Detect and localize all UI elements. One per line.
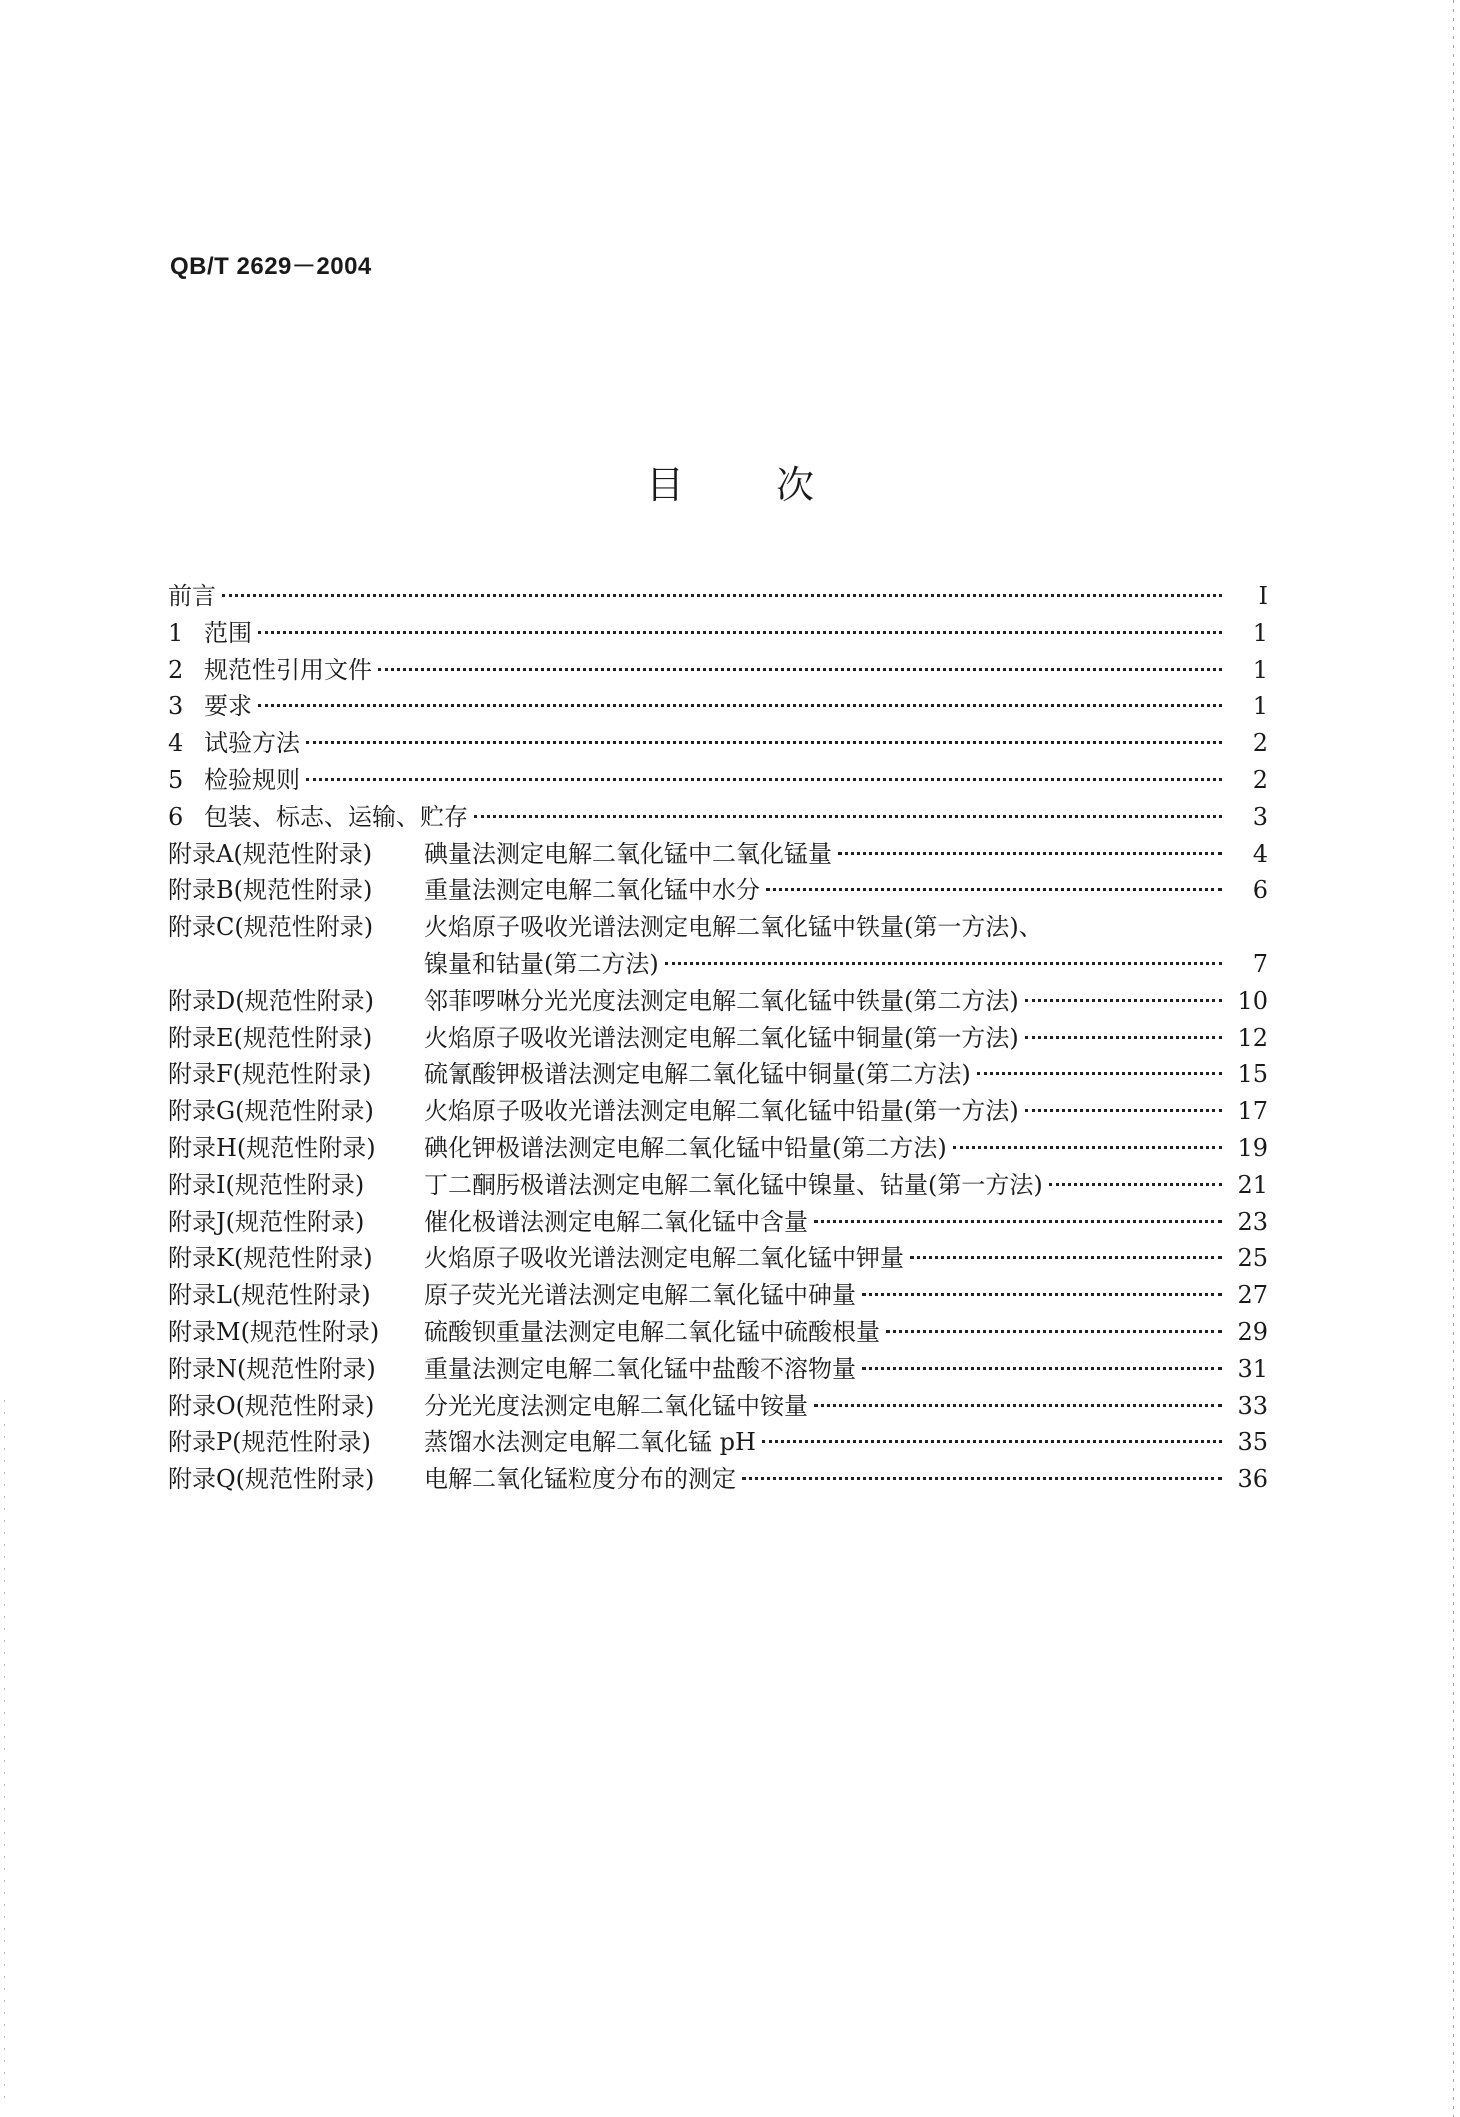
toc-entry[interactable] (168, 1424, 1268, 1461)
toc-entry-appendix-prefix: 附录B(规范性附录) (168, 876, 373, 905)
toc-entry-label: 范围 (204, 618, 252, 647)
toc-entry-page-number: 1 (1252, 655, 1268, 684)
toc-entry-label: 硫氰酸钾极谱法测定电解二氧化锰中铜量(第二方法) (424, 1060, 971, 1089)
toc-entry-page-number: 29 (1237, 1317, 1268, 1346)
toc-entry[interactable] (168, 983, 1268, 1020)
toc-entry-label: 丁二酮肟极谱法测定电解二氧化锰中镍量、钴量(第一方法) (424, 1170, 1043, 1199)
toc-entry-page-number: 4 (1252, 839, 1268, 868)
toc-entry-appendix-prefix: 附录P(规范性附录) (168, 1428, 371, 1457)
toc-entry[interactable] (168, 1388, 1268, 1425)
toc-entry-page-number: 35 (1237, 1428, 1268, 1457)
toc-entry-page-number: 6 (1252, 876, 1268, 905)
toc-entry-appendix-prefix: 附录O(规范性附录) (168, 1391, 375, 1420)
toc-leader-dots (838, 852, 1222, 855)
toc-leader-dots (953, 1146, 1222, 1149)
toc-entry-page-number: 3 (1252, 802, 1268, 831)
toc-entry[interactable] (168, 725, 1268, 762)
toc-leader-dots (1049, 1183, 1222, 1186)
toc-entry-label: 试验方法 (204, 729, 300, 758)
toc-entry-label: 火焰原子吸收光谱法测定电解二氧化锰中铅量(第一方法) (424, 1097, 1019, 1126)
toc-entry[interactable] (168, 1204, 1268, 1241)
toc-entry[interactable] (168, 1240, 1268, 1277)
toc-entry-number: 2 (168, 655, 184, 684)
toc-entry-page-number: I (1258, 582, 1268, 610)
toc-entry-appendix-prefix: 附录A(规范性附录) (168, 839, 373, 868)
toc-entry-label: 前言 (168, 582, 216, 610)
toc-leader-dots (665, 962, 1222, 965)
toc-entry-appendix-prefix: 附录F(规范性附录) (168, 1060, 372, 1089)
toc-entry[interactable] (168, 1056, 1268, 1093)
toc-entry-appendix-prefix: 附录D(规范性附录) (168, 986, 374, 1015)
toc-entry-label: 检验规则 (204, 765, 300, 794)
toc-entry[interactable] (168, 836, 1268, 873)
toc-entry-label: 碘量法测定电解二氧化锰中二氧化锰量 (424, 839, 832, 868)
toc-entry-number: 3 (168, 692, 184, 721)
toc-leader-dots (814, 1404, 1222, 1407)
toc-entry-page-number: 12 (1237, 1023, 1268, 1052)
toc-leader-dots (378, 668, 1222, 671)
toc-entry[interactable] (168, 652, 1268, 689)
toc-entry-page-number: 27 (1237, 1281, 1268, 1310)
toc-entry-appendix-prefix: 附录M(规范性附录) (168, 1317, 380, 1346)
toc-title: 目 次 (645, 463, 855, 507)
toc-entry-page-number: 2 (1252, 729, 1268, 758)
toc-entry[interactable] (168, 1351, 1268, 1388)
toc-leader-dots (1025, 999, 1222, 1002)
toc-entry-label: 分光光度法测定电解二氧化锰中铵量 (424, 1391, 808, 1420)
toc-entry-page-number: 25 (1237, 1244, 1268, 1273)
toc-entry-label: 火焰原子吸收光谱法测定电解二氧化锰中铜量(第一方法) (424, 1023, 1019, 1052)
toc-entry-label: 邻菲啰啉分光光度法测定电解二氧化锰中铁量(第二方法) (424, 986, 1019, 1015)
toc-entry-label: 镍量和钴量(第二方法) (424, 949, 659, 978)
toc-entry[interactable] (168, 909, 1268, 946)
toc-entry-label: 蒸馏水法测定电解二氧化锰 pH (424, 1428, 756, 1457)
toc-entry-label: 重量法测定电解二氧化锰中盐酸不溶物量 (424, 1354, 856, 1383)
toc-leader-dots (762, 1440, 1222, 1443)
toc-leader-dots (910, 1256, 1222, 1259)
toc-entry[interactable] (168, 578, 1268, 615)
toc-entry-label: 催化极谱法测定电解二氧化锰中含量 (424, 1207, 808, 1236)
toc-leader-dots (222, 594, 1222, 597)
toc-entry-page-number: 19 (1237, 1133, 1268, 1162)
toc-entry-appendix-prefix: 附录K(规范性附录) (168, 1244, 373, 1273)
toc-entry[interactable] (168, 946, 1268, 983)
toc-entry[interactable] (168, 1277, 1268, 1314)
toc-entry-label: 要求 (204, 692, 252, 721)
toc-entry-appendix-prefix: 附录G(规范性附录) (168, 1097, 374, 1126)
toc-entry[interactable] (168, 1130, 1268, 1167)
toc-entry-label: 火焰原子吸收光谱法测定电解二氧化锰中钾量 (424, 1244, 904, 1273)
toc-entry-page-number: 7 (1252, 949, 1268, 978)
toc-entry[interactable] (168, 799, 1268, 836)
toc-entry-page-number: 10 (1237, 986, 1268, 1015)
toc-entry-label: 电解二氧化锰粒度分布的测定 (424, 1465, 736, 1494)
toc-entry-label: 重量法测定电解二氧化锰中水分 (424, 876, 760, 905)
toc-leader-dots (258, 704, 1222, 707)
toc-entry[interactable] (168, 1167, 1268, 1204)
toc-leader-dots (977, 1072, 1222, 1075)
toc-entry-number: 5 (168, 765, 184, 794)
toc-entry-number: 4 (168, 729, 184, 758)
toc-entry-label: 包装、标志、运输、贮存 (204, 802, 468, 831)
toc-entry-appendix-prefix: 附录I(规范性附录) (168, 1170, 365, 1199)
toc-leader-dots (1025, 1036, 1222, 1039)
toc-entry-appendix-prefix: 附录C(规范性附录) (168, 913, 374, 942)
toc-entry-appendix-prefix: 附录Q(规范性附录) (168, 1465, 375, 1494)
toc-leader-dots (814, 1220, 1222, 1223)
toc-entry-label: 火焰原子吸收光谱法测定电解二氧化锰中铁量(第一方法)、 (424, 913, 1043, 942)
toc-entry[interactable] (168, 1093, 1268, 1130)
toc-leader-dots (766, 888, 1222, 891)
toc-entry-label: 规范性引用文件 (204, 655, 372, 684)
toc-entry-number: 1 (168, 618, 184, 647)
standard-code: QB/T 2629－2004 (170, 253, 372, 280)
toc-entry[interactable] (168, 615, 1268, 652)
toc-entry-page-number: 1 (1252, 618, 1268, 647)
toc-entry-label: 原子荧光光谱法测定电解二氧化锰中砷量 (424, 1281, 856, 1310)
toc-entry-page-number: 17 (1237, 1097, 1268, 1126)
toc-entry-appendix-prefix: 附录N(规范性附录) (168, 1354, 376, 1383)
toc-entry-page-number: 33 (1237, 1391, 1268, 1420)
toc-leader-dots (306, 778, 1222, 781)
toc-entry[interactable] (168, 1020, 1268, 1057)
toc-entry-page-number: 2 (1252, 765, 1268, 794)
toc-entry-appendix-prefix: 附录E(规范性附录) (168, 1023, 373, 1052)
toc-entry-page-number: 23 (1237, 1207, 1268, 1236)
toc-entry-appendix-prefix: 附录H(规范性附录) (168, 1133, 376, 1162)
toc-leader-dots (742, 1477, 1222, 1480)
toc-entry-page-number: 21 (1237, 1170, 1268, 1199)
toc-entry[interactable] (168, 688, 1268, 725)
toc-entry[interactable] (168, 1461, 1268, 1498)
toc-entry-page-number: 1 (1252, 692, 1268, 721)
toc-entry-label: 碘化钾极谱法测定电解二氧化锰中铅量(第二方法) (424, 1133, 947, 1162)
toc-entry-appendix-prefix: 附录J(规范性附录) (168, 1207, 365, 1236)
scan-edge-artifact (4, 1400, 5, 2100)
toc-leader-dots (306, 741, 1222, 744)
toc-entry-page-number: 36 (1237, 1465, 1268, 1494)
toc-entry[interactable] (168, 1314, 1268, 1351)
toc-entry-appendix-prefix: 附录L(规范性附录) (168, 1281, 371, 1310)
toc-entry-number: 6 (168, 802, 184, 831)
toc-entry-label: 硫酸钡重量法测定电解二氧化锰中硫酸根量 (424, 1317, 880, 1346)
toc-entry-page-number: 15 (1237, 1060, 1268, 1089)
scan-edge-artifact (1453, 0, 1454, 2117)
toc-leader-dots (886, 1330, 1222, 1333)
table-of-contents (168, 578, 1268, 1498)
toc-leader-dots (862, 1367, 1222, 1370)
toc-leader-dots (474, 815, 1222, 818)
toc-entry-page-number: 31 (1237, 1354, 1268, 1383)
toc-leader-dots (862, 1293, 1222, 1296)
toc-leader-dots (258, 631, 1222, 634)
toc-entry[interactable] (168, 872, 1268, 909)
toc-entry[interactable] (168, 762, 1268, 799)
toc-leader-dots (1025, 1109, 1222, 1112)
